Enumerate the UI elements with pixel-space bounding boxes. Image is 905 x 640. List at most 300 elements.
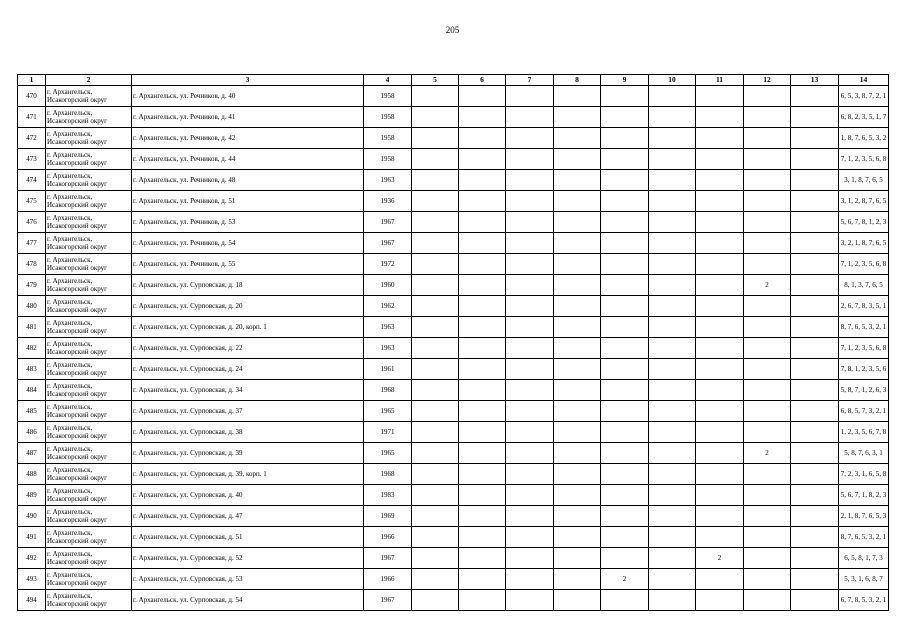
district-line-1: г. Архангельск, [47, 297, 93, 306]
address-cell: г. Архангельск, ул. Речников, д. 41 [132, 107, 364, 128]
column-8-cell [554, 401, 601, 422]
column-11-cell [696, 233, 744, 254]
column-10-cell [649, 296, 696, 317]
column-5-cell [412, 107, 459, 128]
column-9-cell [601, 233, 649, 254]
row-number-cell: 490 [18, 506, 46, 527]
district-line-1: г. Архангельск, [47, 570, 93, 579]
district-line-1: г. Архангельск, [47, 507, 93, 516]
district-line-1: г. Архангельск, [47, 213, 93, 222]
column-12-cell [744, 527, 791, 548]
priority-order-cell: 5, 3, 1, 6, 8, 7 [839, 569, 889, 590]
column-11-cell [696, 527, 744, 548]
column-10-cell [649, 275, 696, 296]
column-8-cell [554, 380, 601, 401]
column-9-cell [601, 254, 649, 275]
district-cell [46, 569, 132, 590]
district-cell [46, 275, 132, 296]
year-cell: 1966 [364, 569, 412, 590]
column-9-cell [601, 296, 649, 317]
column-9-cell [601, 527, 649, 548]
column-header-7: 7 [506, 75, 554, 86]
year-cell: 1965 [364, 443, 412, 464]
row-number-cell: 478 [18, 254, 46, 275]
column-9-cell [601, 590, 649, 611]
column-header-5: 5 [412, 75, 459, 86]
year-cell: 1971 [364, 422, 412, 443]
district-cell [46, 107, 132, 128]
column-6-cell [459, 275, 506, 296]
year-cell: 1936 [364, 191, 412, 212]
column-13-cell [791, 569, 839, 590]
district-cell [46, 317, 132, 338]
column-6-cell [459, 296, 506, 317]
district-line-1: г. Архангельск, [47, 360, 93, 369]
address-cell: г. Архангельск, ул. Сурповская, д. 54 [132, 590, 364, 611]
table-row [18, 86, 889, 107]
row-number-cell: 470 [18, 86, 46, 107]
column-6-cell [459, 149, 506, 170]
table-row [18, 275, 889, 296]
column-13-cell [791, 275, 839, 296]
column-5-cell [412, 86, 459, 107]
column-5-cell [412, 401, 459, 422]
column-6-cell [459, 86, 506, 107]
column-12-cell [744, 107, 791, 128]
table-row [18, 233, 889, 254]
district-line-1: г. Архангельск, [47, 444, 93, 453]
row-number-cell: 481 [18, 317, 46, 338]
column-6-cell [459, 380, 506, 401]
district-line-2: Исакогорский округ [47, 222, 108, 230]
district-line-2: Исакогорский округ [47, 558, 108, 566]
column-6-cell [459, 527, 506, 548]
row-number-cell: 473 [18, 149, 46, 170]
column-6-cell [459, 170, 506, 191]
district-line-1: г. Архангельск, [47, 423, 93, 432]
column-10-cell [649, 401, 696, 422]
address-cell: г. Архангельск, ул. Речников, д. 53 [132, 212, 364, 233]
district-cell [46, 464, 132, 485]
column-12-cell [744, 380, 791, 401]
column-8-cell [554, 527, 601, 548]
column-5-cell [412, 464, 459, 485]
column-9-cell [601, 422, 649, 443]
column-11-cell [696, 212, 744, 233]
address-cell: г. Архангельск, ул. Речников, д. 42 [132, 128, 364, 149]
address-cell: г. Архангельск, ул. Сурповская, д. 18 [132, 275, 364, 296]
district-line-1: г. Архангельск, [47, 234, 93, 243]
column-6-cell [459, 464, 506, 485]
district-cell [46, 191, 132, 212]
address-cell: г. Архангельск, ул. Речников, д. 44 [132, 149, 364, 170]
housing-registry-table [17, 74, 889, 611]
column-12-cell [744, 401, 791, 422]
district-cell [46, 233, 132, 254]
year-cell: 1966 [364, 527, 412, 548]
district-line-2: Исакогорский округ [47, 579, 108, 587]
column-7-cell [506, 191, 554, 212]
address-cell: г. Архангельск, ул. Сурповская, д. 22 [132, 338, 364, 359]
column-9-cell [601, 338, 649, 359]
column-8-cell [554, 359, 601, 380]
year-cell: 1983 [364, 485, 412, 506]
column-header-6: 6 [459, 75, 506, 86]
column-7-cell [506, 422, 554, 443]
priority-order-cell: 7, 1, 2, 3, 5, 6, 8 [839, 254, 889, 275]
column-13-cell [791, 485, 839, 506]
district-line-2: Исакогорский округ [47, 411, 108, 419]
column-12-cell: 2 [744, 443, 791, 464]
column-11-cell [696, 296, 744, 317]
column-13-cell [791, 233, 839, 254]
year-cell: 1958 [364, 86, 412, 107]
column-11-cell [696, 506, 744, 527]
column-7-cell [506, 380, 554, 401]
priority-order-cell: 1, 2, 3, 5, 6, 7, 8 [839, 422, 889, 443]
column-13-cell [791, 212, 839, 233]
column-11-cell [696, 569, 744, 590]
district-line-2: Исакогорский округ [47, 201, 108, 209]
district-line-2: Исакогорский округ [47, 243, 108, 251]
column-13-cell [791, 380, 839, 401]
district-line-1: г. Архангельск, [47, 171, 93, 180]
column-5-cell [412, 548, 459, 569]
column-12-cell [744, 464, 791, 485]
column-header-11: 11 [696, 75, 744, 86]
priority-order-cell: 3, 1, 8, 7, 6, 5 [839, 170, 889, 191]
column-13-cell [791, 170, 839, 191]
column-6-cell [459, 590, 506, 611]
column-8-cell [554, 107, 601, 128]
year-cell: 1963 [364, 317, 412, 338]
column-11-cell [696, 86, 744, 107]
row-number-cell: 476 [18, 212, 46, 233]
table-row [18, 128, 889, 149]
table-row [18, 506, 889, 527]
priority-order-cell: 3, 1, 2, 8, 7, 6, 5 [839, 191, 889, 212]
row-number-cell: 489 [18, 485, 46, 506]
column-6-cell [459, 254, 506, 275]
column-13-cell [791, 107, 839, 128]
column-6-cell [459, 443, 506, 464]
column-8-cell [554, 590, 601, 611]
column-11-cell [696, 443, 744, 464]
column-9-cell [601, 464, 649, 485]
column-9-cell [601, 275, 649, 296]
column-12-cell [744, 590, 791, 611]
column-10-cell [649, 317, 696, 338]
district-line-2: Исакогорский округ [47, 432, 108, 440]
column-6-cell [459, 506, 506, 527]
address-cell: г. Архангельск, ул. Речников, д. 48 [132, 170, 364, 191]
column-12-cell [744, 254, 791, 275]
column-10-cell [649, 422, 696, 443]
row-number-cell: 493 [18, 569, 46, 590]
row-number-cell: 474 [18, 170, 46, 191]
column-6-cell [459, 548, 506, 569]
priority-order-cell: 7, 1, 2, 3, 5, 6, 8 [839, 149, 889, 170]
column-10-cell [649, 506, 696, 527]
district-cell [46, 149, 132, 170]
column-7-cell [506, 548, 554, 569]
column-12-cell [744, 317, 791, 338]
row-number-cell: 472 [18, 128, 46, 149]
column-5-cell [412, 506, 459, 527]
column-7-cell [506, 464, 554, 485]
column-6-cell [459, 191, 506, 212]
table-row [18, 317, 889, 338]
column-8-cell [554, 422, 601, 443]
column-9-cell [601, 548, 649, 569]
column-9-cell [601, 359, 649, 380]
district-line-2: Исакогорский округ [47, 138, 108, 146]
address-cell: г. Архангельск, ул. Речников, д. 55 [132, 254, 364, 275]
district-cell [46, 590, 132, 611]
column-7-cell [506, 569, 554, 590]
column-8-cell [554, 149, 601, 170]
column-7-cell [506, 275, 554, 296]
column-header-14: 14 [839, 75, 889, 86]
table-row [18, 296, 889, 317]
column-6-cell [459, 233, 506, 254]
column-12-cell: 2 [744, 275, 791, 296]
column-6-cell [459, 401, 506, 422]
row-number-cell: 487 [18, 443, 46, 464]
column-12-cell [744, 359, 791, 380]
column-8-cell [554, 191, 601, 212]
year-cell: 1963 [364, 170, 412, 191]
column-12-cell [744, 128, 791, 149]
column-12-cell [744, 212, 791, 233]
priority-order-cell: 8, 1, 3, 7, 6, 5 [839, 275, 889, 296]
column-9-cell [601, 401, 649, 422]
district-cell [46, 401, 132, 422]
priority-order-cell: 3, 2, 1, 8, 7, 6, 5 [839, 233, 889, 254]
column-8-cell [554, 443, 601, 464]
year-cell: 1968 [364, 464, 412, 485]
district-line-2: Исакогорский округ [47, 495, 108, 503]
address-cell: г. Архангельск, ул. Сурповская, д. 24 [132, 359, 364, 380]
column-10-cell [649, 527, 696, 548]
table-row [18, 443, 889, 464]
column-7-cell [506, 401, 554, 422]
column-13-cell [791, 401, 839, 422]
table-row [18, 149, 889, 170]
table-body [18, 86, 889, 611]
district-line-2: Исакогорский округ [47, 600, 108, 608]
district-line-1: г. Архангельск, [47, 528, 93, 537]
column-12-cell [744, 422, 791, 443]
column-7-cell [506, 443, 554, 464]
district-cell [46, 527, 132, 548]
district-line-1: г. Архангельск, [47, 339, 93, 348]
column-12-cell [744, 170, 791, 191]
column-6-cell [459, 359, 506, 380]
year-cell: 1967 [364, 233, 412, 254]
year-cell: 1967 [364, 212, 412, 233]
column-10-cell [649, 338, 696, 359]
district-line-2: Исакогорский округ [47, 516, 108, 524]
district-line-2: Исакогорский округ [47, 369, 108, 377]
column-13-cell [791, 506, 839, 527]
column-13-cell [791, 359, 839, 380]
row-number-cell: 486 [18, 422, 46, 443]
address-cell: г. Архангельск, ул. Сурповская, д. 39, корп. 1 [132, 464, 364, 485]
row-number-cell: 492 [18, 548, 46, 569]
district-cell [46, 170, 132, 191]
column-9-cell [601, 506, 649, 527]
row-number-cell: 471 [18, 107, 46, 128]
column-12-cell [744, 191, 791, 212]
column-6-cell [459, 569, 506, 590]
table-row [18, 485, 889, 506]
district-line-1: г. Архангельск, [47, 591, 93, 600]
column-11-cell [696, 464, 744, 485]
column-10-cell [649, 464, 696, 485]
year-cell: 1958 [364, 107, 412, 128]
year-cell: 1965 [364, 401, 412, 422]
district-line-2: Исакогорский округ [47, 453, 108, 461]
column-13-cell [791, 548, 839, 569]
column-header-2: 2 [46, 75, 132, 86]
district-line-1: г. Архангельск, [47, 108, 93, 117]
row-number-cell: 479 [18, 275, 46, 296]
priority-order-cell: 5, 8, 7, 1, 2, 6, 3 [839, 380, 889, 401]
column-7-cell [506, 254, 554, 275]
column-7-cell [506, 590, 554, 611]
district-cell [46, 443, 132, 464]
column-8-cell [554, 548, 601, 569]
column-10-cell [649, 170, 696, 191]
table-row [18, 401, 889, 422]
table-row [18, 359, 889, 380]
column-10-cell [649, 212, 696, 233]
column-5-cell [412, 149, 459, 170]
district-line-2: Исакогорский округ [47, 180, 108, 188]
priority-order-cell: 6, 7, 8, 5, 3, 2, 1 [839, 590, 889, 611]
column-13-cell [791, 527, 839, 548]
column-5-cell [412, 254, 459, 275]
district-line-1: г. Архангельск, [47, 486, 93, 495]
table-row [18, 254, 889, 275]
table-row [18, 338, 889, 359]
column-8-cell [554, 317, 601, 338]
column-11-cell [696, 275, 744, 296]
column-header-4: 4 [364, 75, 412, 86]
district-cell [46, 548, 132, 569]
district-line-2: Исакогорский округ [47, 285, 108, 293]
table-row [18, 380, 889, 401]
column-5-cell [412, 569, 459, 590]
district-cell [46, 86, 132, 107]
district-line-1: г. Архангельск, [47, 381, 93, 390]
district-cell [46, 296, 132, 317]
column-11-cell: 2 [696, 548, 744, 569]
column-12-cell [744, 548, 791, 569]
column-12-cell [744, 296, 791, 317]
column-8-cell [554, 170, 601, 191]
column-10-cell [649, 233, 696, 254]
district-line-1: г. Архангельск, [47, 465, 93, 474]
column-7-cell [506, 359, 554, 380]
column-header-1: 1 [18, 75, 46, 86]
address-cell: г. Архангельск, ул. Сурповская, д. 37 [132, 401, 364, 422]
district-line-1: г. Архангельск, [47, 318, 93, 327]
district-line-2: Исакогорский округ [47, 306, 108, 314]
column-9-cell [601, 149, 649, 170]
column-7-cell [506, 296, 554, 317]
column-header-3: 3 [132, 75, 364, 86]
district-line-2: Исакогорский округ [47, 390, 108, 398]
column-6-cell [459, 128, 506, 149]
column-9-cell [601, 128, 649, 149]
row-number-cell: 483 [18, 359, 46, 380]
column-10-cell [649, 569, 696, 590]
column-7-cell [506, 506, 554, 527]
district-cell [46, 212, 132, 233]
district-cell [46, 506, 132, 527]
row-number-cell: 494 [18, 590, 46, 611]
district-line-1: г. Архангельск, [47, 87, 93, 96]
column-9-cell [601, 212, 649, 233]
column-7-cell [506, 527, 554, 548]
row-number-cell: 491 [18, 527, 46, 548]
table-row [18, 212, 889, 233]
column-9-cell [601, 443, 649, 464]
column-7-cell [506, 233, 554, 254]
address-cell: г. Архангельск, ул. Сурповская, д. 53 [132, 569, 364, 590]
column-13-cell [791, 590, 839, 611]
column-7-cell [506, 170, 554, 191]
column-5-cell [412, 485, 459, 506]
column-13-cell [791, 296, 839, 317]
row-number-cell: 482 [18, 338, 46, 359]
table-row [18, 569, 889, 590]
column-11-cell [696, 338, 744, 359]
district-cell [46, 485, 132, 506]
table-row [18, 464, 889, 485]
row-number-cell: 480 [18, 296, 46, 317]
column-12-cell [744, 86, 791, 107]
header-row [18, 75, 889, 86]
year-cell: 1961 [364, 359, 412, 380]
address-cell: г. Архангельск, ул. Сурповская, д. 51 [132, 527, 364, 548]
year-cell: 1969 [364, 506, 412, 527]
column-8-cell [554, 254, 601, 275]
priority-order-cell: 2, 6, 7, 8, 3, 5, 1 [839, 296, 889, 317]
column-9-cell [601, 86, 649, 107]
priority-order-cell: 2, 1, 8, 7, 6, 5, 3 [839, 506, 889, 527]
district-line-1: г. Архангельск, [47, 150, 93, 159]
district-line-1: г. Архангельск, [47, 276, 93, 285]
column-6-cell [459, 485, 506, 506]
column-10-cell [649, 191, 696, 212]
year-cell: 1967 [364, 590, 412, 611]
column-13-cell [791, 338, 839, 359]
column-8-cell [554, 338, 601, 359]
column-5-cell [412, 317, 459, 338]
priority-order-cell: 7, 8, 1, 2, 3, 5, 6 [839, 359, 889, 380]
column-9-cell [601, 485, 649, 506]
column-7-cell [506, 212, 554, 233]
district-cell [46, 380, 132, 401]
column-7-cell [506, 317, 554, 338]
column-11-cell [696, 254, 744, 275]
district-cell [46, 338, 132, 359]
table-row [18, 548, 889, 569]
column-8-cell [554, 212, 601, 233]
